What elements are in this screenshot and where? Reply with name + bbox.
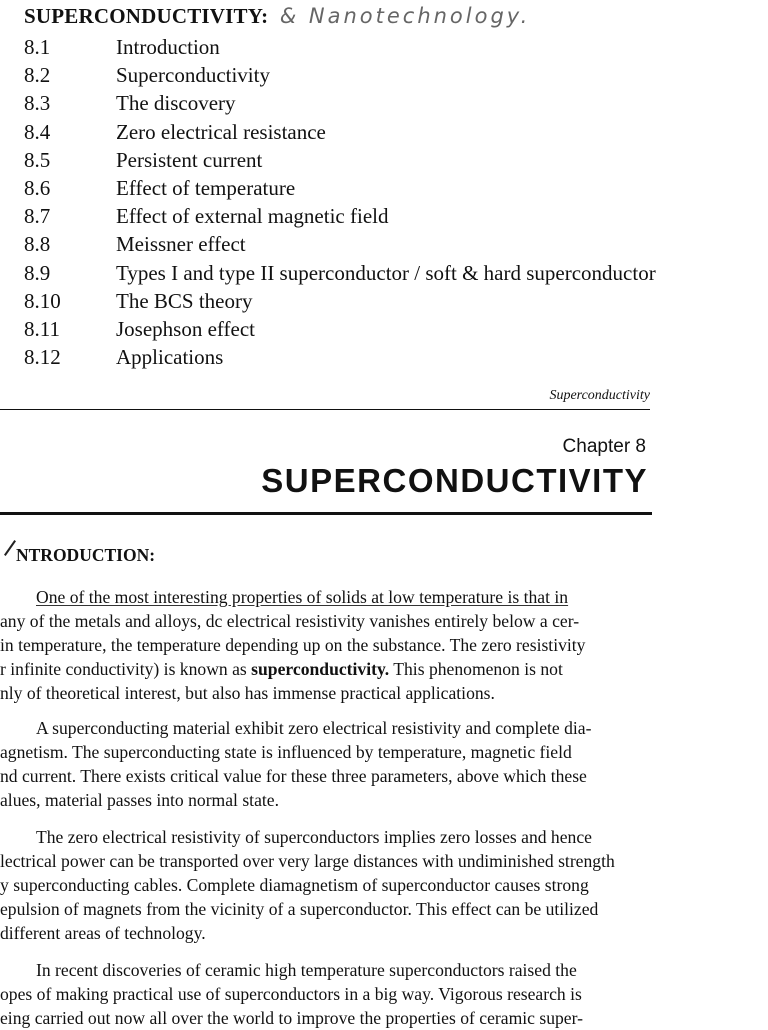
table-of-contents <box>24 34 656 372</box>
toc-item-number: 8.6 <box>24 175 51 200</box>
toc-item-title: Types I and type II superconductor / soft & hard superconductor <box>116 260 656 285</box>
toc-item-number: 8.10 <box>24 288 61 313</box>
chapter-title: SUPERCONDUCTIVITY <box>261 462 648 499</box>
toc-item-number: 8.9 <box>24 260 51 285</box>
toc-item-number: 8.4 <box>24 119 51 144</box>
toc-item-number: 8.12 <box>24 345 61 370</box>
toc-item[interactable] <box>24 203 656 231</box>
toc-item[interactable] <box>24 119 656 147</box>
toc-item-number: 8.5 <box>24 147 51 172</box>
toc-item[interactable] <box>24 34 656 62</box>
paragraph-line: epulsion of magnets from the vicinity of a superconductor. This effect can be utilized <box>0 899 599 919</box>
paragraph-line: One of the most interesting properties of solids at low temperature is that in <box>36 587 569 607</box>
toc-item-number: 8.1 <box>24 35 51 59</box>
toc-item-title: Superconductivity <box>116 63 270 88</box>
toc-item[interactable] <box>24 316 656 344</box>
running-head: Superconductivity <box>549 388 650 403</box>
paragraph-line <box>0 657 652 681</box>
toc-item-title: Josephson effect <box>116 316 255 341</box>
toc-item[interactable] <box>24 344 656 372</box>
paragraph-line: different areas of technology. <box>0 923 206 943</box>
toc-heading-text: SUPERCONDUCTIVITY: <box>24 4 269 28</box>
toc-item[interactable] <box>24 260 656 288</box>
text-run: This phenomenon is not <box>389 659 563 679</box>
paragraph-line: y superconducting cables. Complete diamagnetism of superconductor causes strong <box>0 875 589 895</box>
toc-item-title: Effect of temperature <box>116 175 296 200</box>
chapter-label: Chapter 8 <box>562 436 646 457</box>
toc-item[interactable] <box>24 90 656 118</box>
toc-item[interactable] <box>24 62 656 90</box>
toc-item-number: 8.7 <box>24 204 51 229</box>
toc-item-number: 8.2 <box>24 63 51 88</box>
paragraph-line: eing carried out now all over the world to improve the properties of ceramic super- <box>0 1008 583 1028</box>
paragraph-2 <box>0 716 652 812</box>
paragraph-line: In recent discoveries of ceramic high temperature superconductors raised the <box>36 960 577 980</box>
text-run: r infinite conductivity) is known as <box>0 659 252 679</box>
paragraph-4 <box>0 958 652 1030</box>
toc-item[interactable] <box>24 231 656 259</box>
toc-item-title: Applications <box>116 345 224 370</box>
paragraph-line: A superconducting material exhibit zero electrical resistivity and complete dia- <box>36 718 592 738</box>
section-heading-text: NTRODUCTION: <box>16 545 156 565</box>
paragraph-line: alues, material passes into normal state. <box>0 790 279 810</box>
toc-heading <box>24 4 530 29</box>
toc-item-title: The discovery <box>116 91 236 116</box>
paragraph-line: nly of theoretical interest, but also has immense practical applications. <box>0 683 495 703</box>
toc-item[interactable] <box>24 147 656 175</box>
toc-item-title: The BCS theory <box>116 288 253 313</box>
paragraph-line: in temperature, the temperature depending up on the substance. The zero resistivity <box>0 635 586 655</box>
paragraph-line: agnetism. The superconducting state is influenced by temperature, magnetic field <box>0 742 572 762</box>
toc-item-title: Effect of external magnetic field <box>116 204 389 229</box>
toc-item-number: 8.11 <box>24 316 60 341</box>
paragraph-line: The zero electrical resistivity of superconductors implies zero losses and hence <box>36 827 592 847</box>
header-rule <box>0 409 650 410</box>
toc-item-number: 8.3 <box>24 91 51 116</box>
handwritten-note: & Nanotechnology. <box>279 4 531 28</box>
toc-item-title: Introduction <box>116 35 220 59</box>
section-heading <box>0 545 155 566</box>
paragraph-line: nd current. There exists critical value for these three parameters, above which these <box>0 766 587 786</box>
toc-item-title: Meissner effect <box>116 232 246 257</box>
paragraph-line: opes of making practical use of superconductors in a big way. Vigorous research is <box>0 984 582 1004</box>
paragraph-3 <box>0 825 652 945</box>
paragraph-line: lectrical power can be transported over very large distances with undiminished strength <box>0 851 615 871</box>
chapter-rule <box>0 512 652 515</box>
paragraph-line: any of the metals and alloys, dc electrical resistivity vanishes entirely below a cer- <box>0 611 580 631</box>
bold-term: superconductivity. <box>251 659 390 679</box>
toc-item-number: 8.8 <box>24 232 51 257</box>
paragraph-1 <box>0 585 652 705</box>
toc-item[interactable] <box>24 288 656 316</box>
toc-item-title: Persistent current <box>116 147 263 172</box>
toc-item[interactable] <box>24 175 656 203</box>
toc-item-title: Zero electrical resistance <box>116 119 326 144</box>
